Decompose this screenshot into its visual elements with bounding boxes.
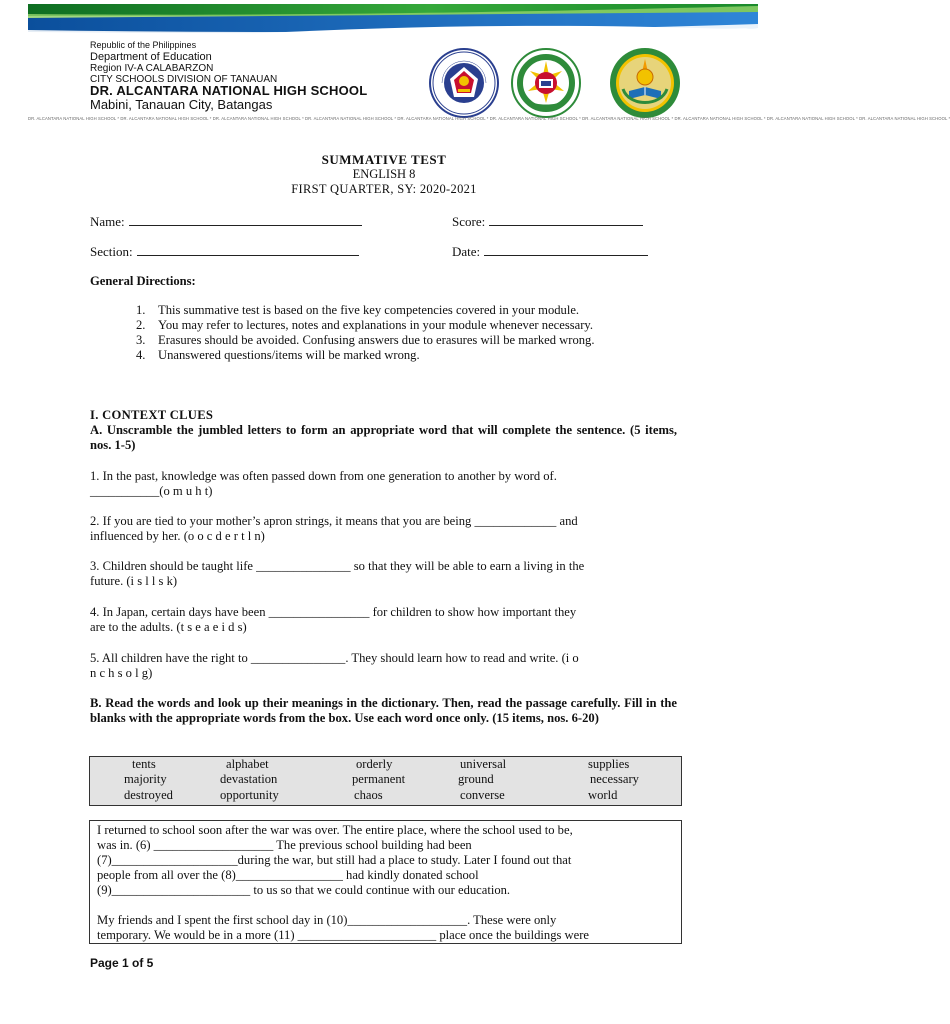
date-field[interactable] xyxy=(452,243,648,260)
school-address: Mabini, Tanauan City, Batangas xyxy=(90,97,273,112)
passage-line: My friends and I spent the first school day in (10)___________________. These were only xyxy=(97,913,557,927)
header-repeat-stripe: DR. ALCANTARA NATIONAL HIGH SCHOOL * DR. ALCANTARA NATIONAL HIGH SCHOOL * DR. ALCANTARA NATIONAL HIGH SCHOOL * DR. ALCANTARA NATIONAL HIGH SCHOOL * DR. ALCANTARA NATIONAL HIGH SCHOOL * DR. ALCANTARA NATIONAL HIGH SCHOOL * DR. ALCANTARA NATIONAL HIGH SCHOOL * DR. ALCANTARA NATIONAL HIGH SCHOOL * DR. ALCANTARA NATIONAL HIGH SCHOOL * DR. ALCANTARA NATIONAL HIGH SCHOOL * xyxy=(28,116,950,121)
division-seal-logo xyxy=(510,47,582,119)
question-1: 1. In the past, knowledge was often passed down from one generation to another by word of. ___________(o m u h t) xyxy=(90,469,557,498)
word-bank-item: orderly xyxy=(356,757,393,771)
word-bank-item: devastation xyxy=(220,772,278,786)
passage-line: (7)____________________during the war, but still had a place to study. Later I found out that xyxy=(97,853,572,867)
word-bank-item: majority xyxy=(124,772,167,786)
word-bank-item: chaos xyxy=(354,788,383,802)
section1-heading: I. CONTEXT CLUES xyxy=(90,408,214,422)
score-field[interactable] xyxy=(452,213,643,230)
test-quarter: FIRST QUARTER, SY: 2020-2021 xyxy=(291,182,477,196)
date-blank[interactable] xyxy=(484,243,648,256)
passage-box xyxy=(89,820,682,944)
passage-text xyxy=(97,823,674,943)
word-bank-item: supplies xyxy=(588,757,630,771)
name-field[interactable] xyxy=(90,213,362,230)
direction-item: 3. Erasures should be avoided. Confusing answers due to erasures will be marked wrong. xyxy=(136,333,595,347)
question-3: 3. Children should be taught life _______________ so that they will be able to earn a living in the future. (i s l l s k) xyxy=(90,559,585,588)
word-bank-item: opportunity xyxy=(220,788,279,802)
section-blank[interactable] xyxy=(137,243,359,256)
score-blank[interactable] xyxy=(489,213,643,226)
part-a-instructions: A. Unscramble the jumbled letters to form an appropriate word that will complete the sentence. (5 items, nos. 1-5) xyxy=(90,423,677,452)
direction-item: 2. You may refer to lectures, notes and explanations in your module whenever necessary. xyxy=(136,318,594,332)
page-number: Page 1 of 5 xyxy=(90,956,154,970)
name-label: Name: xyxy=(90,214,125,229)
word-bank-box xyxy=(89,756,682,806)
direction-item: 4. Unanswered questions/items will be marked wrong. xyxy=(136,348,420,362)
word-bank-item: necessary xyxy=(590,772,639,786)
republic-text: Republic of the Philippines xyxy=(90,40,197,50)
directions-list xyxy=(136,303,677,363)
word-bank-item: world xyxy=(588,788,618,802)
region-text: Region IV-A CALABARZON xyxy=(90,63,214,74)
school-name: DR. ALCANTARA NATIONAL HIGH SCHOOL xyxy=(90,83,368,98)
score-label: Score: xyxy=(452,214,486,229)
department-text: Department of Education xyxy=(90,51,212,63)
word-bank-item: ground xyxy=(458,772,494,786)
division-text: CITY SCHOOLS DIVISION OF TANAUAN xyxy=(90,74,278,85)
word-bank-item: universal xyxy=(460,757,507,771)
passage-line: I returned to school soon after the war was over. The entire place, where the school used to be, xyxy=(97,823,573,837)
section-field[interactable] xyxy=(90,243,359,260)
section-label: Section: xyxy=(90,244,133,259)
name-blank[interactable] xyxy=(129,213,362,226)
deped-seal-logo xyxy=(428,47,500,119)
word-bank-item: converse xyxy=(460,788,505,802)
test-subject: ENGLISH 8 xyxy=(352,167,416,181)
question-5: 5. All children have the right to _______________. They should learn how to read and write. (i o n c h s o l g) xyxy=(90,651,579,680)
school-seal-logo xyxy=(609,47,681,119)
date-label: Date: xyxy=(452,244,481,259)
passage-line: was in. (6) ___________________ The previous school building had been xyxy=(97,838,472,852)
part-b-instructions: B. Read the words and look up their meanings in the dictionary. Then, read the passage carefully. Fill in the blanks with the appropriate words from the box. Use each word once only. (15 items, nos. 6-20) xyxy=(90,696,677,725)
passage-line: (9)______________________ to us so that we could continue with our education. xyxy=(97,883,511,897)
passage-line: people from all over the (8)_________________ had kindly donated school xyxy=(97,868,479,882)
header-banner xyxy=(28,4,758,40)
direction-item: 1. This summative test is based on the five key competencies covered in your module. xyxy=(136,303,580,317)
test-title: SUMMATIVE TEST xyxy=(321,152,447,167)
passage-line: temporary. We would be in a more (11) ______________________ place once the buildings were xyxy=(97,928,590,942)
question-2: 2. If you are tied to your mother’s apron strings, it means that you are being _____________ and influenced by her. (o o c d e r t l n) xyxy=(90,514,578,543)
directions-heading: General Directions: xyxy=(90,274,196,288)
word-bank-item: destroyed xyxy=(124,788,173,802)
word-bank-item: tents xyxy=(132,757,156,771)
word-bank-item: alphabet xyxy=(226,757,269,771)
word-bank-item: permanent xyxy=(352,772,406,786)
question-4: 4. In Japan, certain days have been ________________ for children to show how important they are to the adults. (t s e a e i d s) xyxy=(90,605,577,634)
